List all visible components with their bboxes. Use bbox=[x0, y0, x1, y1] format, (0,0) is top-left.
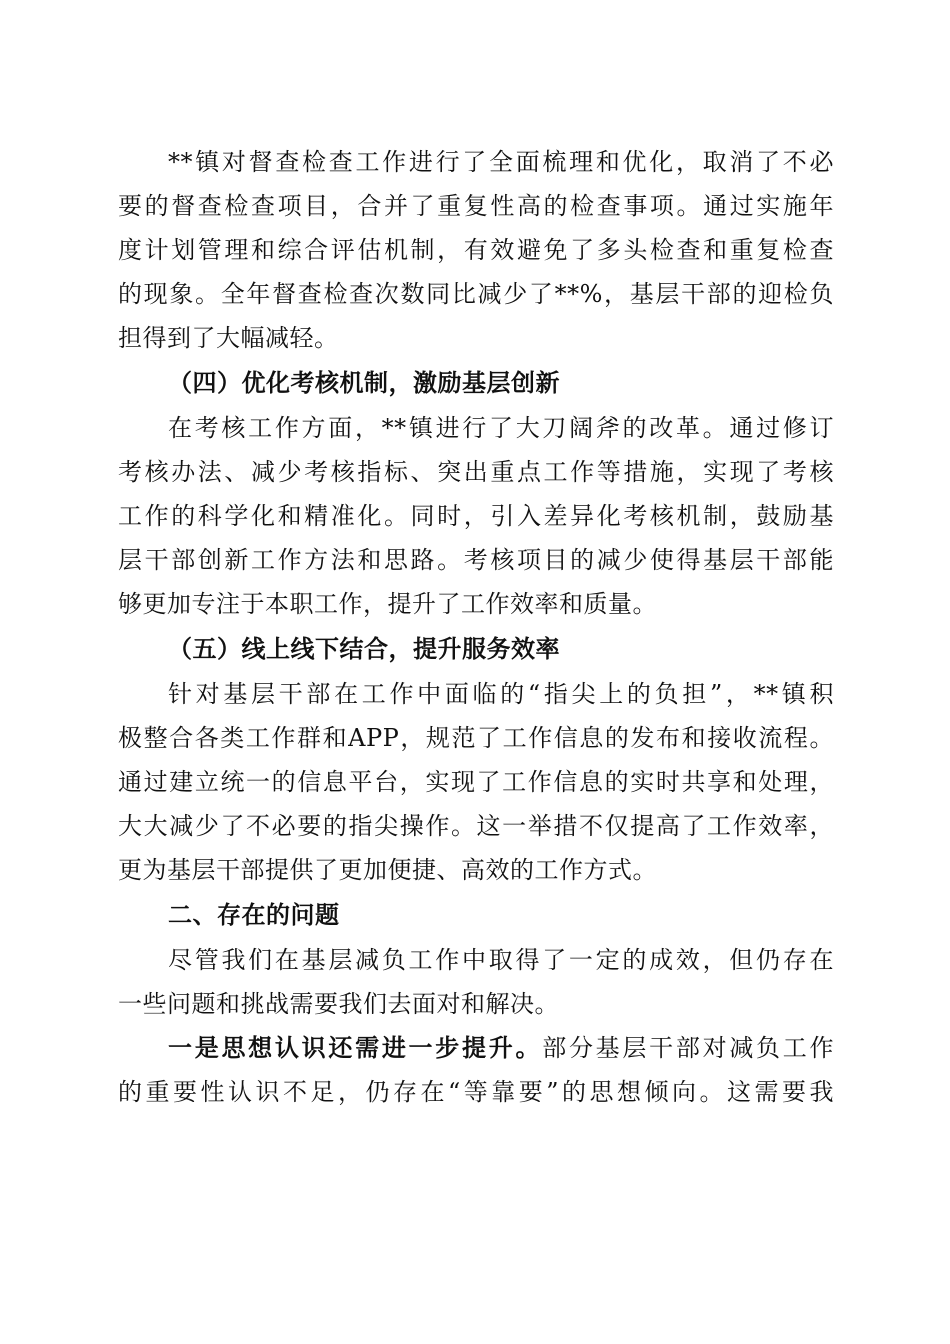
paragraph-line: 考核办法、减少考核指标、突出重点工作等措施，实现了考核 bbox=[118, 458, 834, 486]
subheading-online-offline: （五）线上线下结合，提升服务效率 bbox=[168, 634, 560, 663]
paragraph-line: 的现象。全年督查检查次数同比减少了**%，基层干部的迎检负 bbox=[118, 280, 834, 308]
subheading-assessment-mechanism: （四）优化考核机制，激励基层创新 bbox=[168, 368, 560, 397]
paragraph-line: 担得到了大幅减轻。 bbox=[118, 324, 339, 352]
paragraph-line: 够更加专注于本职工作，提升了工作效率和质量。 bbox=[118, 590, 657, 618]
paragraph-line: 一些问题和挑战需要我们去面对和解决。 bbox=[118, 990, 559, 1018]
paragraph-line: 工作的科学化和精准化。同时，引入差异化考核机制，鼓励基 bbox=[118, 502, 834, 530]
paragraph-line: 大大减少了不必要的指尖操作。这一举措不仅提高了工作效率， bbox=[118, 812, 834, 840]
section-heading-existing-problems: 二、存在的问题 bbox=[168, 901, 340, 929]
paragraph-line: 更为基层干部提供了更加便捷、高效的工作方式。 bbox=[118, 856, 657, 884]
paragraph-assessment-reform bbox=[118, 406, 834, 626]
paragraph-line: 在考核工作方面，**镇进行了大刀阔斧的改革。通过修订 bbox=[168, 414, 834, 442]
paragraph-line: 通过建立统一的信息平台，实现了工作信息的实时共享和处理， bbox=[118, 768, 834, 796]
paragraph-line: 针对基层干部在工作中面临的“指尖上的负担”，**镇积 bbox=[168, 680, 834, 708]
paragraph-inspection-optimization bbox=[118, 140, 834, 360]
paragraph-line: 极整合各类工作群和APP，规范了工作信息的发布和接收流程。 bbox=[118, 724, 834, 752]
paragraph-ideological-awareness bbox=[118, 1026, 834, 1114]
paragraph-line: 的重要性认识不足，仍存在“等靠要”的思想倾向。这需要我 bbox=[118, 1078, 834, 1106]
paragraph-line: **镇对督查检查工作进行了全面梳理和优化，取消了不必 bbox=[168, 148, 834, 176]
paragraph-line: 度计划管理和综合评估机制，有效避免了多头检查和重复检查 bbox=[118, 236, 834, 264]
paragraph-line: 尽管我们在基层减负工作中取得了一定的成效，但仍存在 bbox=[168, 946, 834, 974]
point-body-text: 部分基层干部对减负工作 bbox=[542, 1034, 835, 1062]
point-lead-text: 一是思想认识还需进一步提升。 bbox=[168, 1033, 543, 1062]
document-body bbox=[118, 140, 834, 1114]
paragraph-line bbox=[118, 1026, 834, 1070]
paragraph-problems-intro bbox=[118, 938, 834, 1026]
paragraph-line: 层干部创新工作方法和思路。考核项目的减少使得基层干部能 bbox=[118, 546, 834, 574]
paragraph-fingertip-burden bbox=[118, 672, 834, 892]
paragraph-line: 要的督查检查项目，合并了重复性高的检查事项。通过实施年 bbox=[118, 192, 834, 220]
